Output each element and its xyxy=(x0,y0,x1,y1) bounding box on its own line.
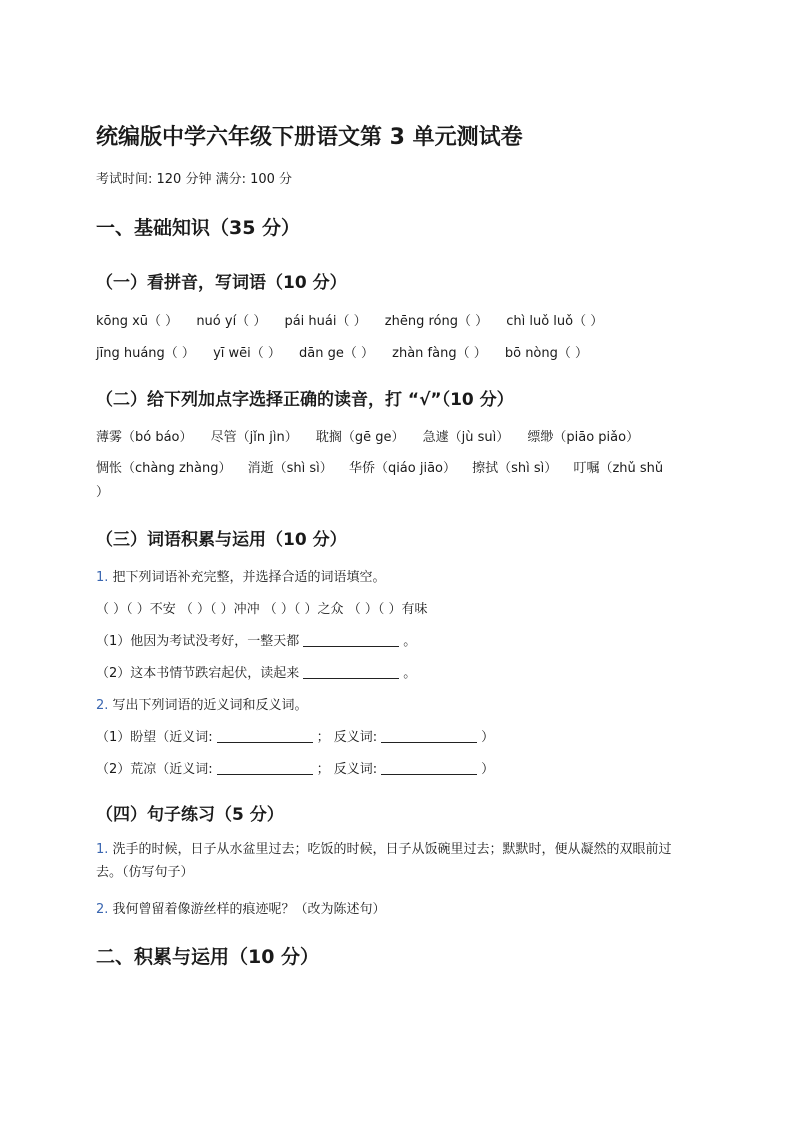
reading-item: 缥缈（piāo piǎo） xyxy=(527,430,640,445)
sub-question-text: （1）盼望（近义词: xyxy=(96,730,213,745)
question-text: 把下列词语补充完整，并选择合适的词语填空。 xyxy=(112,570,386,585)
pinyin-item: pái huái（ ） xyxy=(284,314,367,329)
answer-blank[interactable] xyxy=(303,666,399,679)
synonym-blank[interactable] xyxy=(217,762,313,775)
close-paren: ） xyxy=(481,730,495,745)
sec3-q1-sub-2 xyxy=(96,662,416,681)
reading-row-1 xyxy=(96,426,639,445)
period: 。 xyxy=(403,666,417,681)
exam-meta: 考试时间: 120 分钟 满分: 100 分 xyxy=(96,172,293,187)
question-number: 2. xyxy=(96,902,109,917)
sec4-heading: （四）句子练习（5 分） xyxy=(96,805,284,825)
question-number: 1. xyxy=(96,570,109,585)
pinyin-item: nuó yí（ ） xyxy=(196,314,267,329)
pinyin-item: chì luǒ luǒ（ ） xyxy=(506,314,604,329)
answer-blank[interactable] xyxy=(303,634,399,647)
sec3-q1-sub-1 xyxy=(96,630,416,649)
reading-item: 尽管（jǐn jìn） xyxy=(210,430,298,445)
synonym-blank[interactable] xyxy=(217,730,313,743)
sec3-question-2 xyxy=(96,694,308,713)
antonym-blank[interactable] xyxy=(381,730,477,743)
reading-item: 急遽（jù suì） xyxy=(422,430,510,445)
period: 。 xyxy=(403,634,417,649)
reading-item: 华侨（qiáo jiāo） xyxy=(348,461,456,476)
document-title: 统编版中学六年级下册语文第 3 单元测试卷 xyxy=(96,125,523,150)
reading-row-2 xyxy=(96,457,663,476)
sec1-heading: （一）看拼音，写词语（10 分） xyxy=(96,273,347,293)
sec4-question-2 xyxy=(96,898,386,917)
question-text: 洗手的时候，日子从水盆里过去；吃饭的时候，日子从饭碗里过去；默默时，便从凝然的双眼前过去。（仿写句子） xyxy=(96,842,672,880)
pinyin-item: bō nòng（ ） xyxy=(504,346,589,361)
pinyin-item: kōng xū（ ） xyxy=(96,314,179,329)
question-number: 1. xyxy=(96,842,109,857)
pinyin-item: zhàn fàng（ ） xyxy=(392,346,487,361)
sec3-q2-sub-2 xyxy=(96,758,494,777)
antonym-blank[interactable] xyxy=(381,762,477,775)
reading-row-2-tail: ） xyxy=(96,485,110,500)
sub-question-text: （2）这本书情节跌宕起伏，读起来 xyxy=(96,666,300,681)
question-text: 写出下列词语的近义词和反义词。 xyxy=(112,698,308,713)
reading-item: 薄雾（bó báo） xyxy=(96,430,193,445)
idiom-fill-line: （ ）（ ）不安 （ ）（ ）冲冲 （ ）（ ）之众 （ ）（ ）有味 xyxy=(96,602,428,617)
question-text: 我何曾留着像游丝样的痕迹呢？（改为陈述句） xyxy=(112,902,386,917)
reading-item: 耽搁（gē ge） xyxy=(315,430,405,445)
pinyin-row-1 xyxy=(96,310,603,329)
sec4-question-1 xyxy=(96,838,696,884)
sec3-question-1 xyxy=(96,566,386,585)
antonym-label: ； 反义词: xyxy=(316,762,378,777)
pinyin-item: dān ge（ ） xyxy=(299,346,374,361)
reading-item: 惆怅（chàng zhàng） xyxy=(96,461,232,476)
pinyin-row-2 xyxy=(96,342,588,361)
reading-item: 擦拭（shì sì） xyxy=(472,461,558,476)
close-paren: ） xyxy=(481,762,495,777)
reading-item: 叮嘱（zhǔ shǔ xyxy=(573,461,664,476)
sec2-heading: （二）给下列加点字选择正确的读音，打 “√”（10 分） xyxy=(96,390,514,410)
sub-question-text: （1）他因为考试没考好，一整天都 xyxy=(96,634,300,649)
sec3-heading: （三）词语积累与运用（10 分） xyxy=(96,530,347,550)
sec3-q2-sub-1 xyxy=(96,726,494,745)
part2-heading: 二、积累与运用（10 分） xyxy=(96,946,320,968)
part1-heading: 一、基础知识（35 分） xyxy=(96,217,301,239)
pinyin-item: yī wēi（ ） xyxy=(213,346,281,361)
pinyin-item: zhēng róng（ ） xyxy=(384,314,489,329)
antonym-label: ； 反义词: xyxy=(316,730,378,745)
reading-item: 消逝（shì sì） xyxy=(247,461,333,476)
pinyin-item: jīng huáng（ ） xyxy=(96,346,195,361)
question-number: 2. xyxy=(96,698,109,713)
sub-question-text: （2）荒凉（近义词: xyxy=(96,762,213,777)
